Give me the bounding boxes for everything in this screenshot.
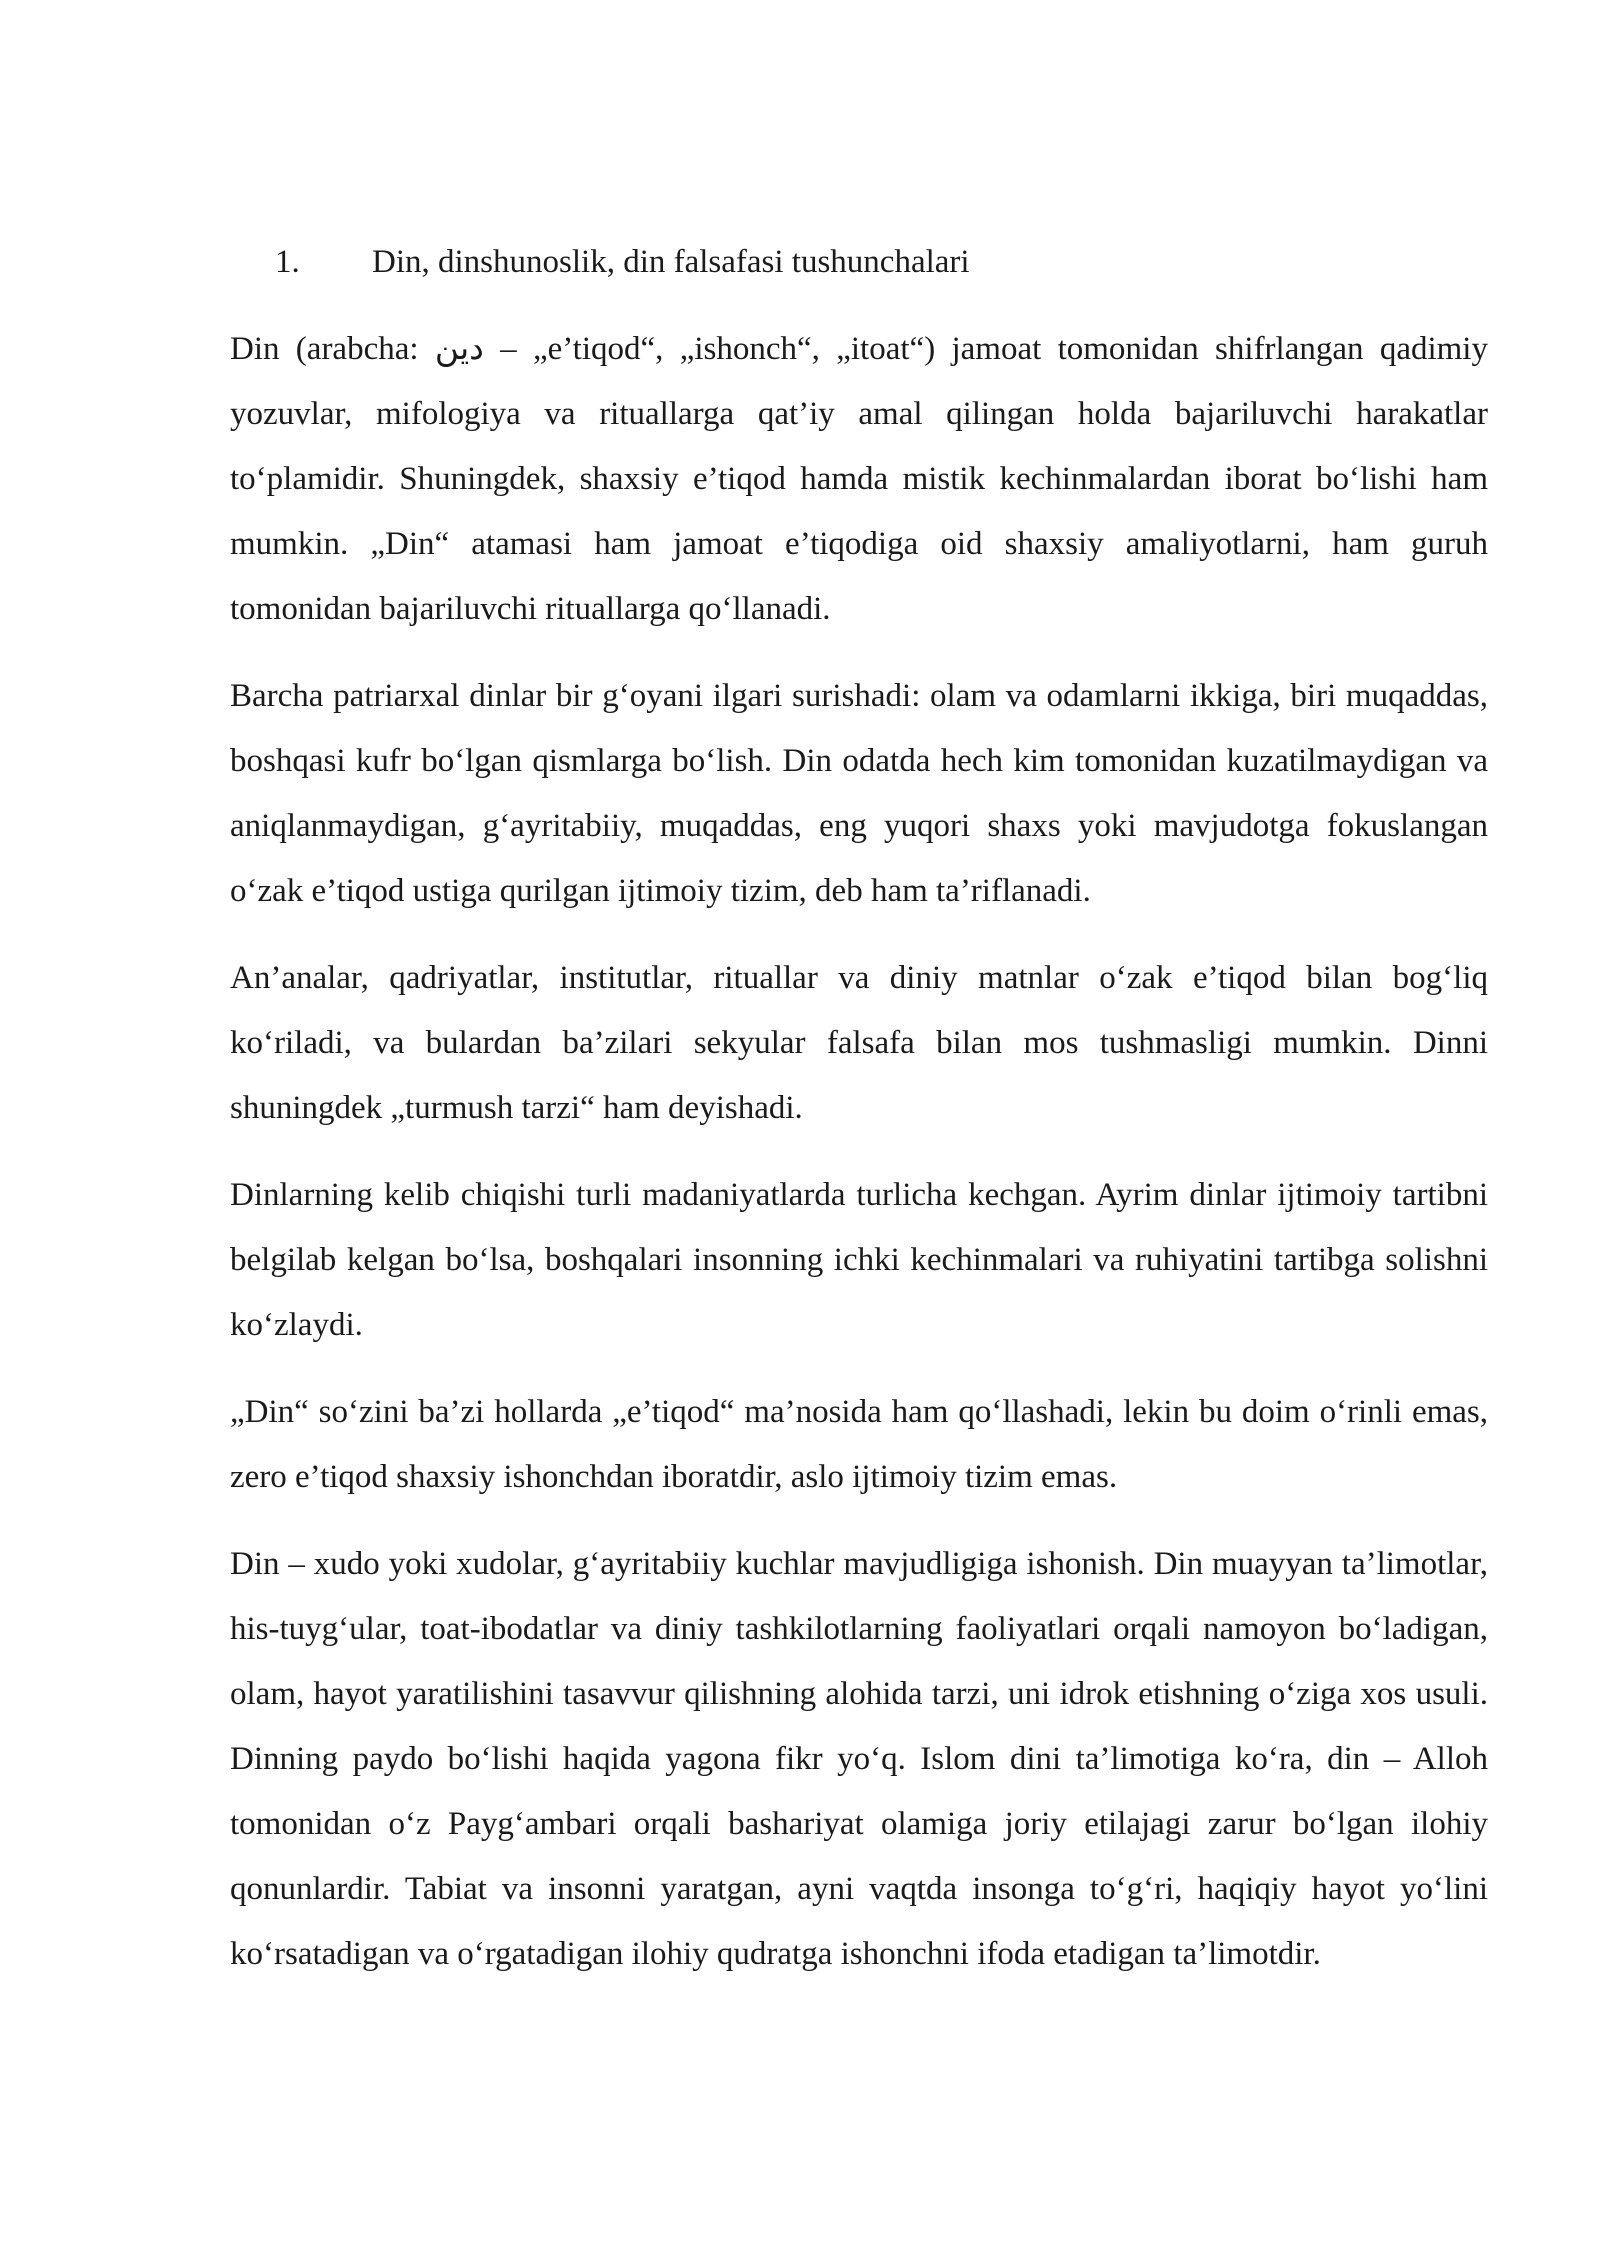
paragraph-5: „Din“ so‘zini ba’zi hollarda „e’tiqod“ ma’nosida ham qo‘llashadi, lekin bu doim o‘rinli emas, zero e’tiqod shaxsiy ishonchdan iboratdir, aslo ijtimoiy tizim emas. bbox=[230, 1394, 1488, 1495]
section-heading bbox=[230, 230, 1488, 295]
paragraph-4: Dinlarning kelib chiqishi turli madaniyatlarda turlicha kechgan. Ayrim dinlar ijtimoiy tartibni belgilab kelgan bo‘lsa, boshqalari insonning ichki kechinmalari va ruhiyatini tartibga solishni ko‘zlaydi. bbox=[230, 1177, 1488, 1343]
paragraph-2: Barcha patriarxal dinlar bir g‘oyani ilgari surishadi: olam va odamlarni ikkiga, biri muqaddas, boshqasi kufr bo‘lgan qismlarga bo‘lish. Din odatda hech kim tomonidan kuzatilmaydigan va aniqlanmaydigan, g‘ayritabiiy, muqaddas, eng yuqori shaxs yoki mavjudotga fokuslangan o‘zak e’tiqod ustiga qurilgan ijtimoiy tizim, deb ham ta’riflanadi. bbox=[230, 678, 1488, 909]
section-title: Din, dinshunoslik, din falsafasi tushunchalari bbox=[372, 244, 970, 280]
paragraph-6: Din – xudo yoki xudolar, g‘ayritabiiy kuchlar mavjudligiga ishonish. Din muayyan ta’limotlar, his-tuyg‘ular, toat-ibodatlar va diniy tashkilotlarning faoliyatlari orqali namoyon bo‘ladigan, olam, hayot yaratilishini tasavvur qilishning alohida tarzi, uni idrok etishning o‘ziga xos usuli. Dinning paydo bo‘lishi haqida yagona fikr yo‘q. Islom dini ta’limotiga ko‘ra, din – Alloh tomonidan o‘z Payg‘ambari orqali bashariyat olamiga joriy etilajagi zarur bo‘lgan ilohiy qonunlardir. Tabiat va insonni yaratgan, ayni vaqtda insonga to‘g‘ri, haqiqiy hayot yo‘lini ko‘rsatadigan va o‘rgatadigan ilohiy qudratga ishonchni ifoda etadigan ta’limotdir. bbox=[230, 1546, 1488, 1972]
section-number: 1. bbox=[275, 244, 300, 280]
paragraph-3: An’analar, qadriyatlar, institutlar, rituallar va diniy matnlar o‘zak e’tiqod bilan bog‘liq ko‘riladi, va bulardan ba’zilari sekyular falsafa bilan mos tushmasligi mumkin. Dinni shuningdek „turmush tarzi“ ham deyishadi. bbox=[230, 960, 1488, 1126]
document-body bbox=[230, 230, 1488, 2009]
paragraph-1: Din (arabcha: دين – „e’tiqod“, „ishonch“, „itoat“) jamoat tomonidan shifrlangan qadimiy yozuvlar, mifologiya va rituallarga qat’iy amal qilingan holda bajariluvchi harakatlar to‘plamidir. Shuningdek, shaxsiy e’tiqod hamda mistik kechinmalardan iborat bo‘lishi ham mumkin. „Din“ atamasi ham jamoat e’tiqodiga oid shaxsiy amaliyotlarni, ham guruh tomonidan bajariluvchi rituallarga qo‘llanadi. bbox=[230, 331, 1488, 627]
